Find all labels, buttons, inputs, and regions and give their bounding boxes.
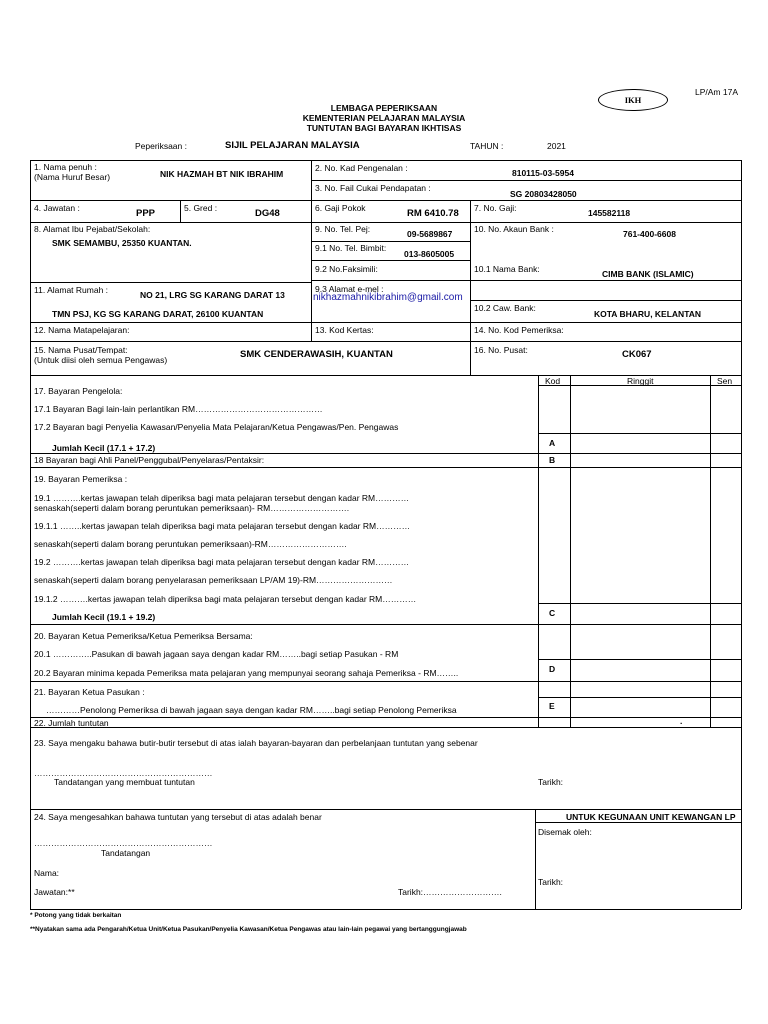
mobile-label: 9.1 No. Tel. Bimbit:	[315, 243, 387, 253]
form-code: LP/Am 17A	[695, 87, 738, 97]
subject-label: 12. Nama Matapelajaran:	[34, 325, 130, 335]
code-d: D	[549, 664, 556, 674]
exam-label: Peperiksaan :	[135, 141, 187, 151]
header-line-1: LEMBAGA PEPERIKSAAN	[330, 103, 438, 113]
col-ringgit: Ringgit	[627, 376, 654, 386]
office-phone-value[interactable]: 09-5689867	[407, 229, 453, 239]
bank-name-value[interactable]: CIMB BANK (ISLAMIC)	[602, 269, 694, 279]
name-sublabel: (Nama Huruf Besar)	[34, 172, 111, 182]
s23-dots: ………………………………………………………	[34, 768, 213, 778]
bank-branch-value[interactable]: KOTA BHARU, KELANTAN	[594, 309, 702, 319]
code-b: B	[549, 455, 556, 465]
bank-name-label: 10.1 Nama Bank:	[474, 264, 540, 274]
s20-1: 20.1 …………..Pasukan di bawah jagaan saya dengan kadar RM……..bagi setiap Pasukan - RM	[34, 649, 399, 659]
paper-code-label: 13. Kod Kertas:	[315, 325, 374, 335]
subtotal-19: Jumlah Kecil (19.1 + 19.2)	[52, 612, 156, 622]
grade-label: 5. Gred :	[184, 203, 218, 213]
subtotal-17: Jumlah Kecil (17.1 + 17.2)	[52, 443, 156, 453]
bank-branch-label: 10.2 Caw. Bank:	[474, 303, 536, 313]
footnote-1: * Potong yang tidak berkaitan	[30, 912, 122, 919]
s19-1-1a: 19.1.1 ……..kertas jawapan telah diperiksa bagi mata pelajaran tersebut dengan kadar RM…………	[34, 521, 411, 531]
email-label: 9.3 Alamat e-mel :	[315, 284, 384, 294]
bank-account-label: 10. No. Akaun Bank :	[474, 224, 554, 234]
s24-date-label[interactable]: Tarikh:……………………….	[398, 887, 502, 897]
home-address-line-1[interactable]: NO 21, LRG SG KARANG DARAT 13	[140, 290, 285, 300]
s24-name-label[interactable]: Nama:	[34, 868, 60, 878]
s18: 18 Bayaran bagi Ahli Panel/Penggubal/Penyelaras/Pentaksir:	[34, 455, 265, 465]
centre-value[interactable]: SMK CENDERAWASIH, KUANTAN	[240, 349, 393, 360]
salary-label: 6. Gaji Pokok	[315, 203, 366, 213]
s19-title: 19. Bayaran Pemeriksa :	[34, 474, 128, 484]
footnote-2: **Nyatakan sama ada Pengarah/Ketua Unit/Ketua Pasukan/Penyelia Kawasan/Ketua Pengawas atau lain-lain pegawai yang bertanggungjawab	[30, 926, 467, 933]
s19-2b: senaskah(seperti dalam borang penyelarasan pemeriksaan LP/AM 19)-RM………………………	[34, 575, 393, 585]
total-dot: .	[680, 716, 683, 726]
finance-unit-title: UNTUK KEGUNAAN UNIT KEWANGAN LP	[566, 812, 736, 822]
exam-value: SIJIL PELAJARAN MALAYSIA	[225, 140, 360, 151]
year-value: 2021	[547, 141, 566, 151]
name-value[interactable]: NIK HAZMAH BT NIK IBRAHIM	[160, 169, 284, 179]
code-c: C	[549, 608, 556, 618]
s24-post-label[interactable]: Jawatan:**	[34, 887, 75, 897]
s23: 23. Saya mengaku bahawa butir-butir tersebut di atas ialah bayaran-bayaran dan perbelanjaan tuntutan yang sebenar	[34, 738, 478, 748]
s20-title: 20. Bayaran Ketua Pemeriksa/Ketua Pemeriksa Bersama:	[34, 631, 253, 641]
home-address-line-2[interactable]: TMN PSJ, KG SG KARANG DARAT, 26100 KUANTAN	[52, 309, 264, 319]
s19-1a: 19.1 ……….kertas jawapan telah diperiksa bagi mata pelajaran tersebut dengan kadar RM…………	[34, 493, 410, 503]
home-address-label: 11. Alamat Rumah :	[34, 285, 109, 295]
year-label: TAHUN :	[470, 141, 504, 151]
ic-value[interactable]: 810115-03-5954	[512, 168, 574, 178]
col-kod: Kod	[545, 376, 561, 386]
ic-label: 2. No. Kad Pengenalan :	[315, 163, 408, 173]
bank-account-value[interactable]: 761-400-6608	[623, 229, 676, 239]
code-a: A	[549, 438, 556, 448]
s19-1-1b: senaskah(seperti dalam borang peruntukan pemeriksaan)-RM……………………….	[34, 539, 347, 549]
s19-1-2: 19.1.2 ……….kertas jawapan telah diperiksa bagi mata pelajaran tersebut dengan kadar RM…………	[34, 594, 417, 604]
name-label: 1. Nama penuh :	[34, 162, 97, 172]
s19-1b: senaskah(seperti dalam borang peruntukan pemeriksaan)- RM……………………….	[34, 503, 350, 513]
salary-no-value[interactable]: 145582118	[588, 208, 631, 218]
s21-1: …………Penolong Pemeriksa di bawah jagaan saya dengan kadar RM……..bagi setiap Penolong Pemeriksa	[46, 705, 457, 715]
s21-title: 21. Bayaran Ketua Pasukan :	[34, 687, 145, 697]
tax-file-label: 3. No. Fail Cukai Pendapatan :	[315, 183, 431, 193]
col-sen: Sen	[717, 376, 733, 386]
s22: 22. Jumlah tuntutan	[34, 718, 109, 728]
email-value[interactable]: nikhazmahnikibrahim@gmail.com	[313, 292, 463, 303]
fax-label: 9.2 No.Faksimili:	[315, 264, 378, 274]
s17-1: 17.1 Bayaran Bagi lain-lain perlantikan RM………………………………………	[34, 404, 323, 414]
ikh-label: IKH	[624, 95, 642, 105]
salary-value[interactable]: RM 6410.78	[407, 208, 459, 219]
office-address-label: 8. Alamat Ibu Pejabat/Sekolah:	[34, 224, 151, 234]
s24-dots: ………………………………………………………	[34, 838, 213, 848]
s20-2: 20.2 Bayaran minima kepada Pemeriksa mata pelajaran yang mempunyai seorang sahaja Pemeriksa - RM……..	[34, 668, 459, 678]
s23-date-label[interactable]: Tarikh:	[538, 777, 564, 787]
mobile-value[interactable]: 013-8605005	[404, 249, 455, 259]
s24: 24. Saya mengesahkan bahawa tuntutan yang tersebut di atas adalah benar	[34, 812, 322, 822]
s23-signature-label: Tandatangan yang membuat tuntutan	[54, 777, 195, 787]
office-phone-label: 9. No. Tel. Pej:	[315, 224, 371, 234]
finance-checked-by[interactable]: Disemak oleh:	[538, 827, 592, 837]
post-label: 4. Jawatan :	[34, 203, 80, 213]
tax-file-value[interactable]: SG 20803428050	[510, 189, 577, 199]
s24-signature-label: Tandatangan	[101, 848, 151, 858]
centre-no-value[interactable]: CK067	[622, 349, 652, 360]
salary-no-label: 7. No. Gaji:	[474, 203, 517, 213]
finance-date[interactable]: Tarikh:	[538, 877, 564, 887]
centre-no-label: 16. No. Pusat:	[474, 345, 528, 355]
office-address-value[interactable]: SMK SEMAMBU, 25350 KUANTAN.	[52, 238, 192, 248]
centre-sublabel: (Untuk diisi oleh semua Pengawas)	[34, 355, 168, 365]
header-line-3: TUNTUTAN BAGI BAYARAN IKHTISAS	[306, 123, 462, 133]
grade-value[interactable]: DG48	[255, 208, 280, 219]
s17-title: 17. Bayaran Pengelola:	[34, 386, 123, 396]
post-value[interactable]: PPP	[136, 208, 156, 219]
s19-2a: 19.2 ……….kertas jawapan telah diperiksa bagi mata pelajaran tersebut dengan kadar RM…………	[34, 557, 410, 567]
examiner-code-label: 14. No. Kod Pemeriksa:	[474, 325, 564, 335]
code-e: E	[549, 701, 555, 711]
centre-label: 15. Nama Pusat/Tempat:	[34, 345, 128, 355]
s17-2: 17.2 Bayaran bagi Penyelia Kawasan/Penyelia Mata Pelajaran/Ketua Pengawas/Pen. Pengawas	[34, 422, 399, 432]
header-line-2: KEMENTERIAN PELAJARAN MALAYSIA	[302, 113, 466, 123]
